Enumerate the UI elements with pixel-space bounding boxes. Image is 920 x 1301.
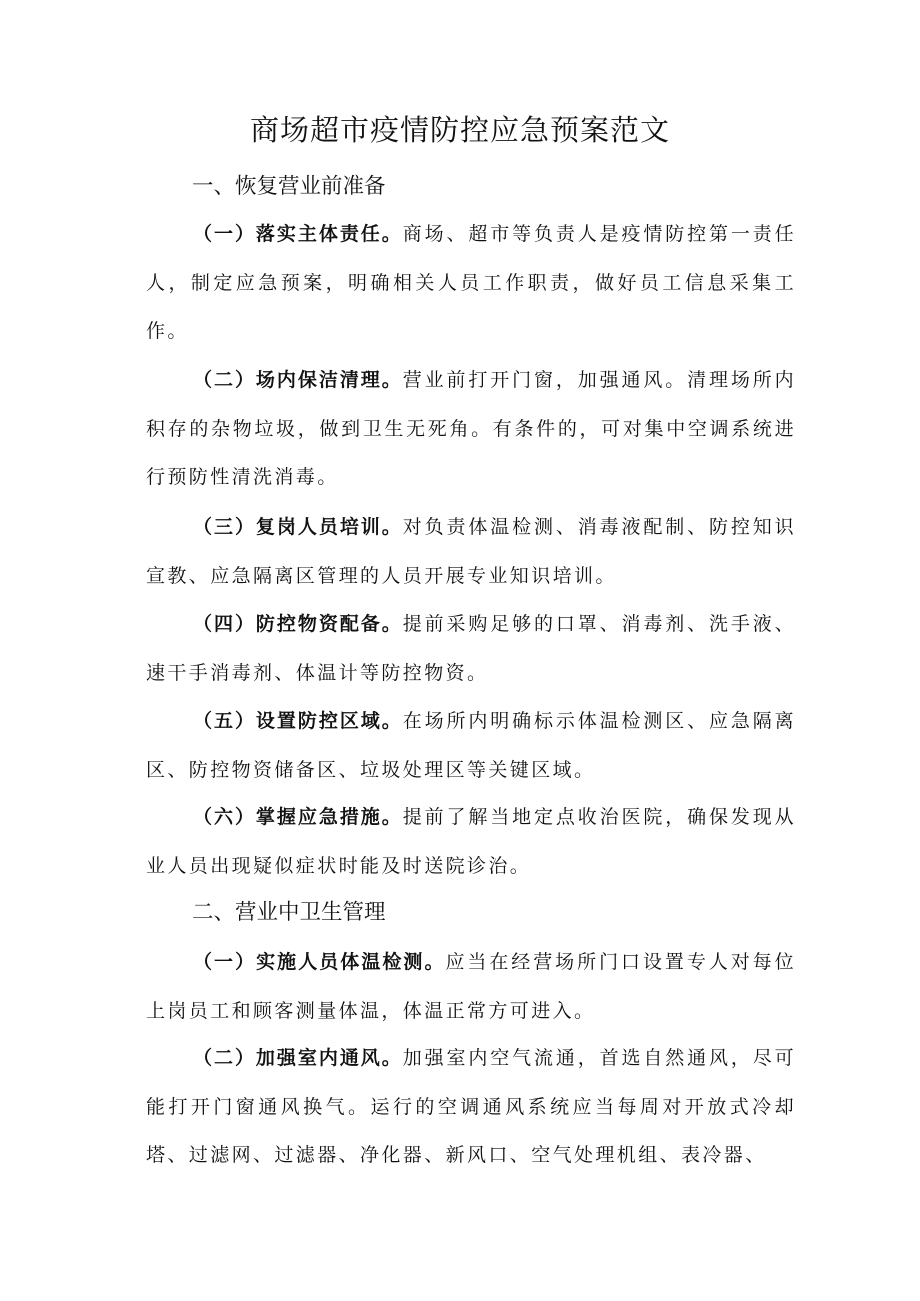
paragraph-2-2 xyxy=(146,1034,796,1180)
paragraph-lead: （三）复岗人员培训。 xyxy=(193,516,403,538)
paragraph-text: 营业前打开门窗，加强通风。清理场所内积存的杂物垃圾，做到卫生无死角。有条件的，可对集中空调系统进行预防性清洗消毒。 xyxy=(146,369,796,488)
paragraph-lead: （一）落实主体责任。 xyxy=(193,223,403,245)
section-heading-1: 一、恢复营业前准备 xyxy=(192,174,386,199)
paragraph-1-2 xyxy=(146,356,796,502)
paragraph-text: 应当在经营场所门口设置专人对每位上岗员工和顾客测量体温，体温正常方可进入。 xyxy=(146,951,796,1022)
paragraph-1-6 xyxy=(146,793,796,890)
paragraph-1-3 xyxy=(146,503,796,600)
paragraph-2-1 xyxy=(146,938,796,1035)
paragraph-text: 商场、超市等负责人是疫情防控第一责任人，制定应急预案，明确相关人员工作职责，做好员工信息采集工作。 xyxy=(146,223,796,342)
paragraph-lead: （二）场内保洁清理。 xyxy=(193,369,403,391)
paragraph-1-5 xyxy=(146,697,796,794)
section-heading-2: 二、营业中卫生管理 xyxy=(192,900,386,925)
paragraph-lead: （一）实施人员体温检测。 xyxy=(193,951,446,973)
paragraph-text: 在场所内明确标示体温检测区、应急隔离区、防控物资储备区、垃圾处理区等关键区域。 xyxy=(146,710,796,781)
paragraph-1-1 xyxy=(146,210,796,356)
paragraph-text: 对负责体温检测、消毒液配制、防控知识宣教、应急隔离区管理的人员开展专业知识培训。 xyxy=(146,516,796,587)
paragraph-text: 提前了解当地定点收治医院，确保发现从业人员出现疑似症状时能及时送院诊治。 xyxy=(146,806,796,877)
paragraph-lead: （六）掌握应急措施。 xyxy=(193,806,403,828)
paragraph-text: 加强室内空气流通，首选自然通风，尽可能打开门窗通风换气。运行的空调通风系统应当每周对开放式冷却塔、过滤网、过滤器、净化器、新风口、空气处理机组、表冷器、 xyxy=(146,1047,796,1166)
paragraph-lead: （二）加强室内通风。 xyxy=(193,1047,403,1069)
paragraph-1-4 xyxy=(146,600,796,697)
paragraph-lead: （四）防控物资配备。 xyxy=(193,613,403,635)
paragraph-lead: （五）设置防控区域。 xyxy=(193,710,403,732)
paragraph-text: 提前采购足够的口罩、消毒剂、洗手液、速干手消毒剂、体温计等防控物资。 xyxy=(146,613,796,684)
document-title: 商场超市疫情防控应急预案范文 xyxy=(249,113,670,147)
